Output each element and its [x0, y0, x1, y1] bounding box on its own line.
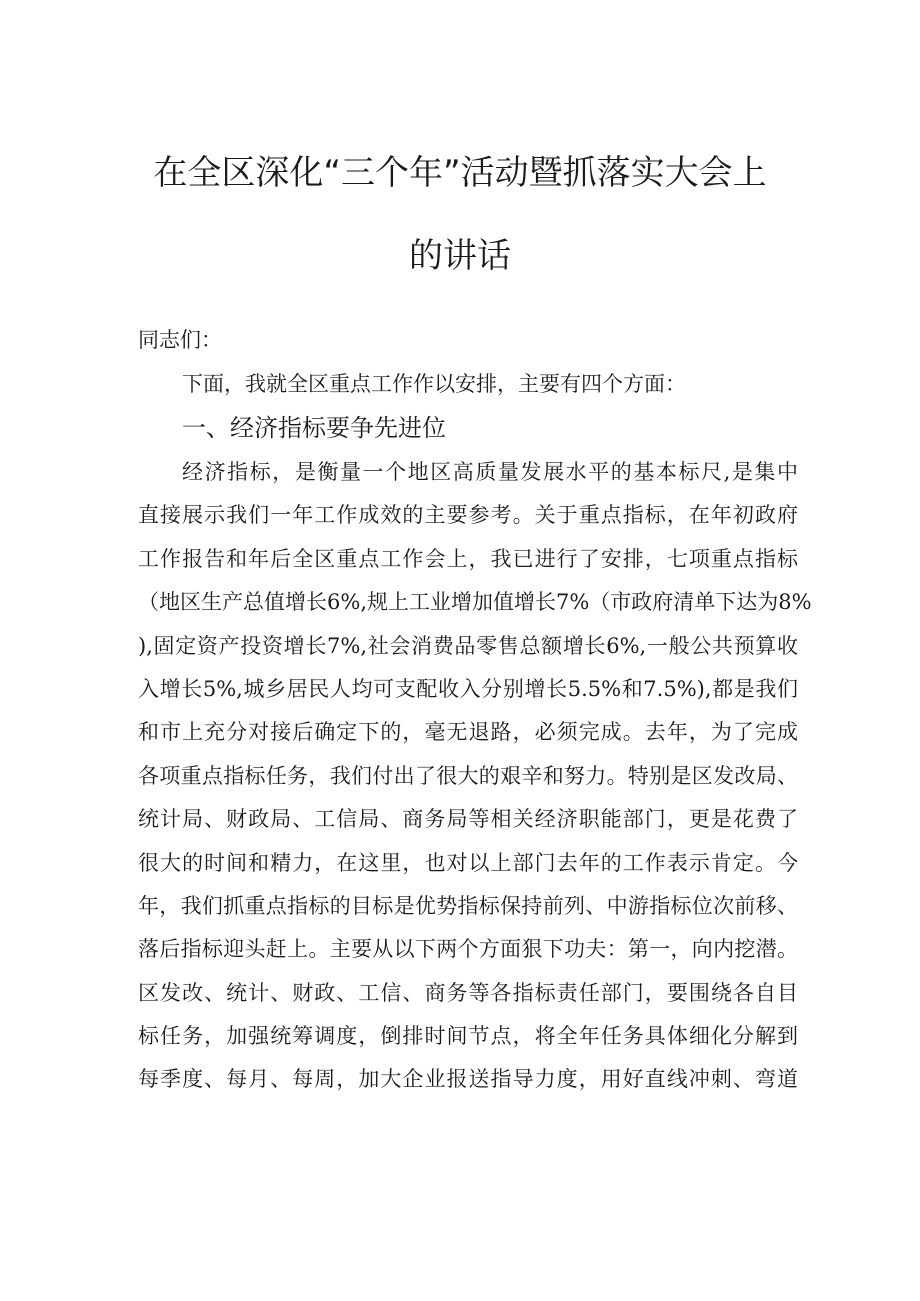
- paragraph-line: 直接展示我们一年工作成效的主要参考。关于重点指标，在年初政府: [138, 503, 798, 528]
- section-heading-1: 一、经济指标要争先进位: [182, 414, 446, 442]
- document-title-line-2: 的讲话: [409, 236, 511, 276]
- paragraph-line: 标任务，加强统筹调度，倒排时间节点，将全年任务具体细化分解到: [138, 1024, 798, 1049]
- intro-paragraph: 下面，我就全区重点工作作以安排，主要有四个方面：: [182, 372, 686, 396]
- paragraph-line: 经济指标，是衡量一个地区高质量发展水平的基本标尺,是集中: [182, 460, 798, 484]
- paragraph-line: （地区生产总值增长6%,规上工业增加值增长7%（市政府清单下达为8%: [138, 590, 812, 615]
- paragraph-line: 落后指标迎头赶上。主要从以下两个方面狠下功夫：第一，向内挖潜。: [138, 937, 798, 962]
- paragraph-line: 和市上充分对接后确定下的，毫无退路，必须完成。去年，为了完成: [138, 720, 798, 745]
- document-title-line-1: 在全区深化“三个年”活动暨抓落实大会上: [153, 153, 767, 193]
- paragraph-line: 入增长5%,城乡居民人均可支配收入分别增长5.5%和7.5%),都是我们: [138, 676, 798, 701]
- paragraph-line: 统计局、财政局、工信局、商务局等相关经济职能部门，更是花费了: [138, 807, 798, 832]
- paragraph-line: 工作报告和年后全区重点工作会上，我已进行了安排，七项重点指标: [138, 546, 798, 571]
- salutation: 同志们：: [138, 328, 222, 352]
- paragraph-line: 年，我们抓重点指标的目标是优势指标保持前列、中游指标位次前移、: [138, 893, 798, 918]
- paragraph-line: 每季度、每月、每周，加大企业报送指导力度，用好直线冲刺、弯道: [138, 1067, 798, 1092]
- paragraph-line: 很大的时间和精力，在这里，也对以上部门去年的工作表示肯定。今: [138, 850, 798, 875]
- body-paragraph: [138, 451, 812, 1102]
- paragraph-line: 各项重点指标任务，我们付出了很大的艰辛和努力。特别是区发改局、: [138, 763, 798, 788]
- paragraph-line: ),固定资产投资增长7%,社会消费品零售总额增长6%,一般公共预算收: [138, 633, 798, 658]
- paragraph-line: 区发改、统计、财政、工信、商务等各指标责任部门，要围绕各自目: [138, 980, 798, 1005]
